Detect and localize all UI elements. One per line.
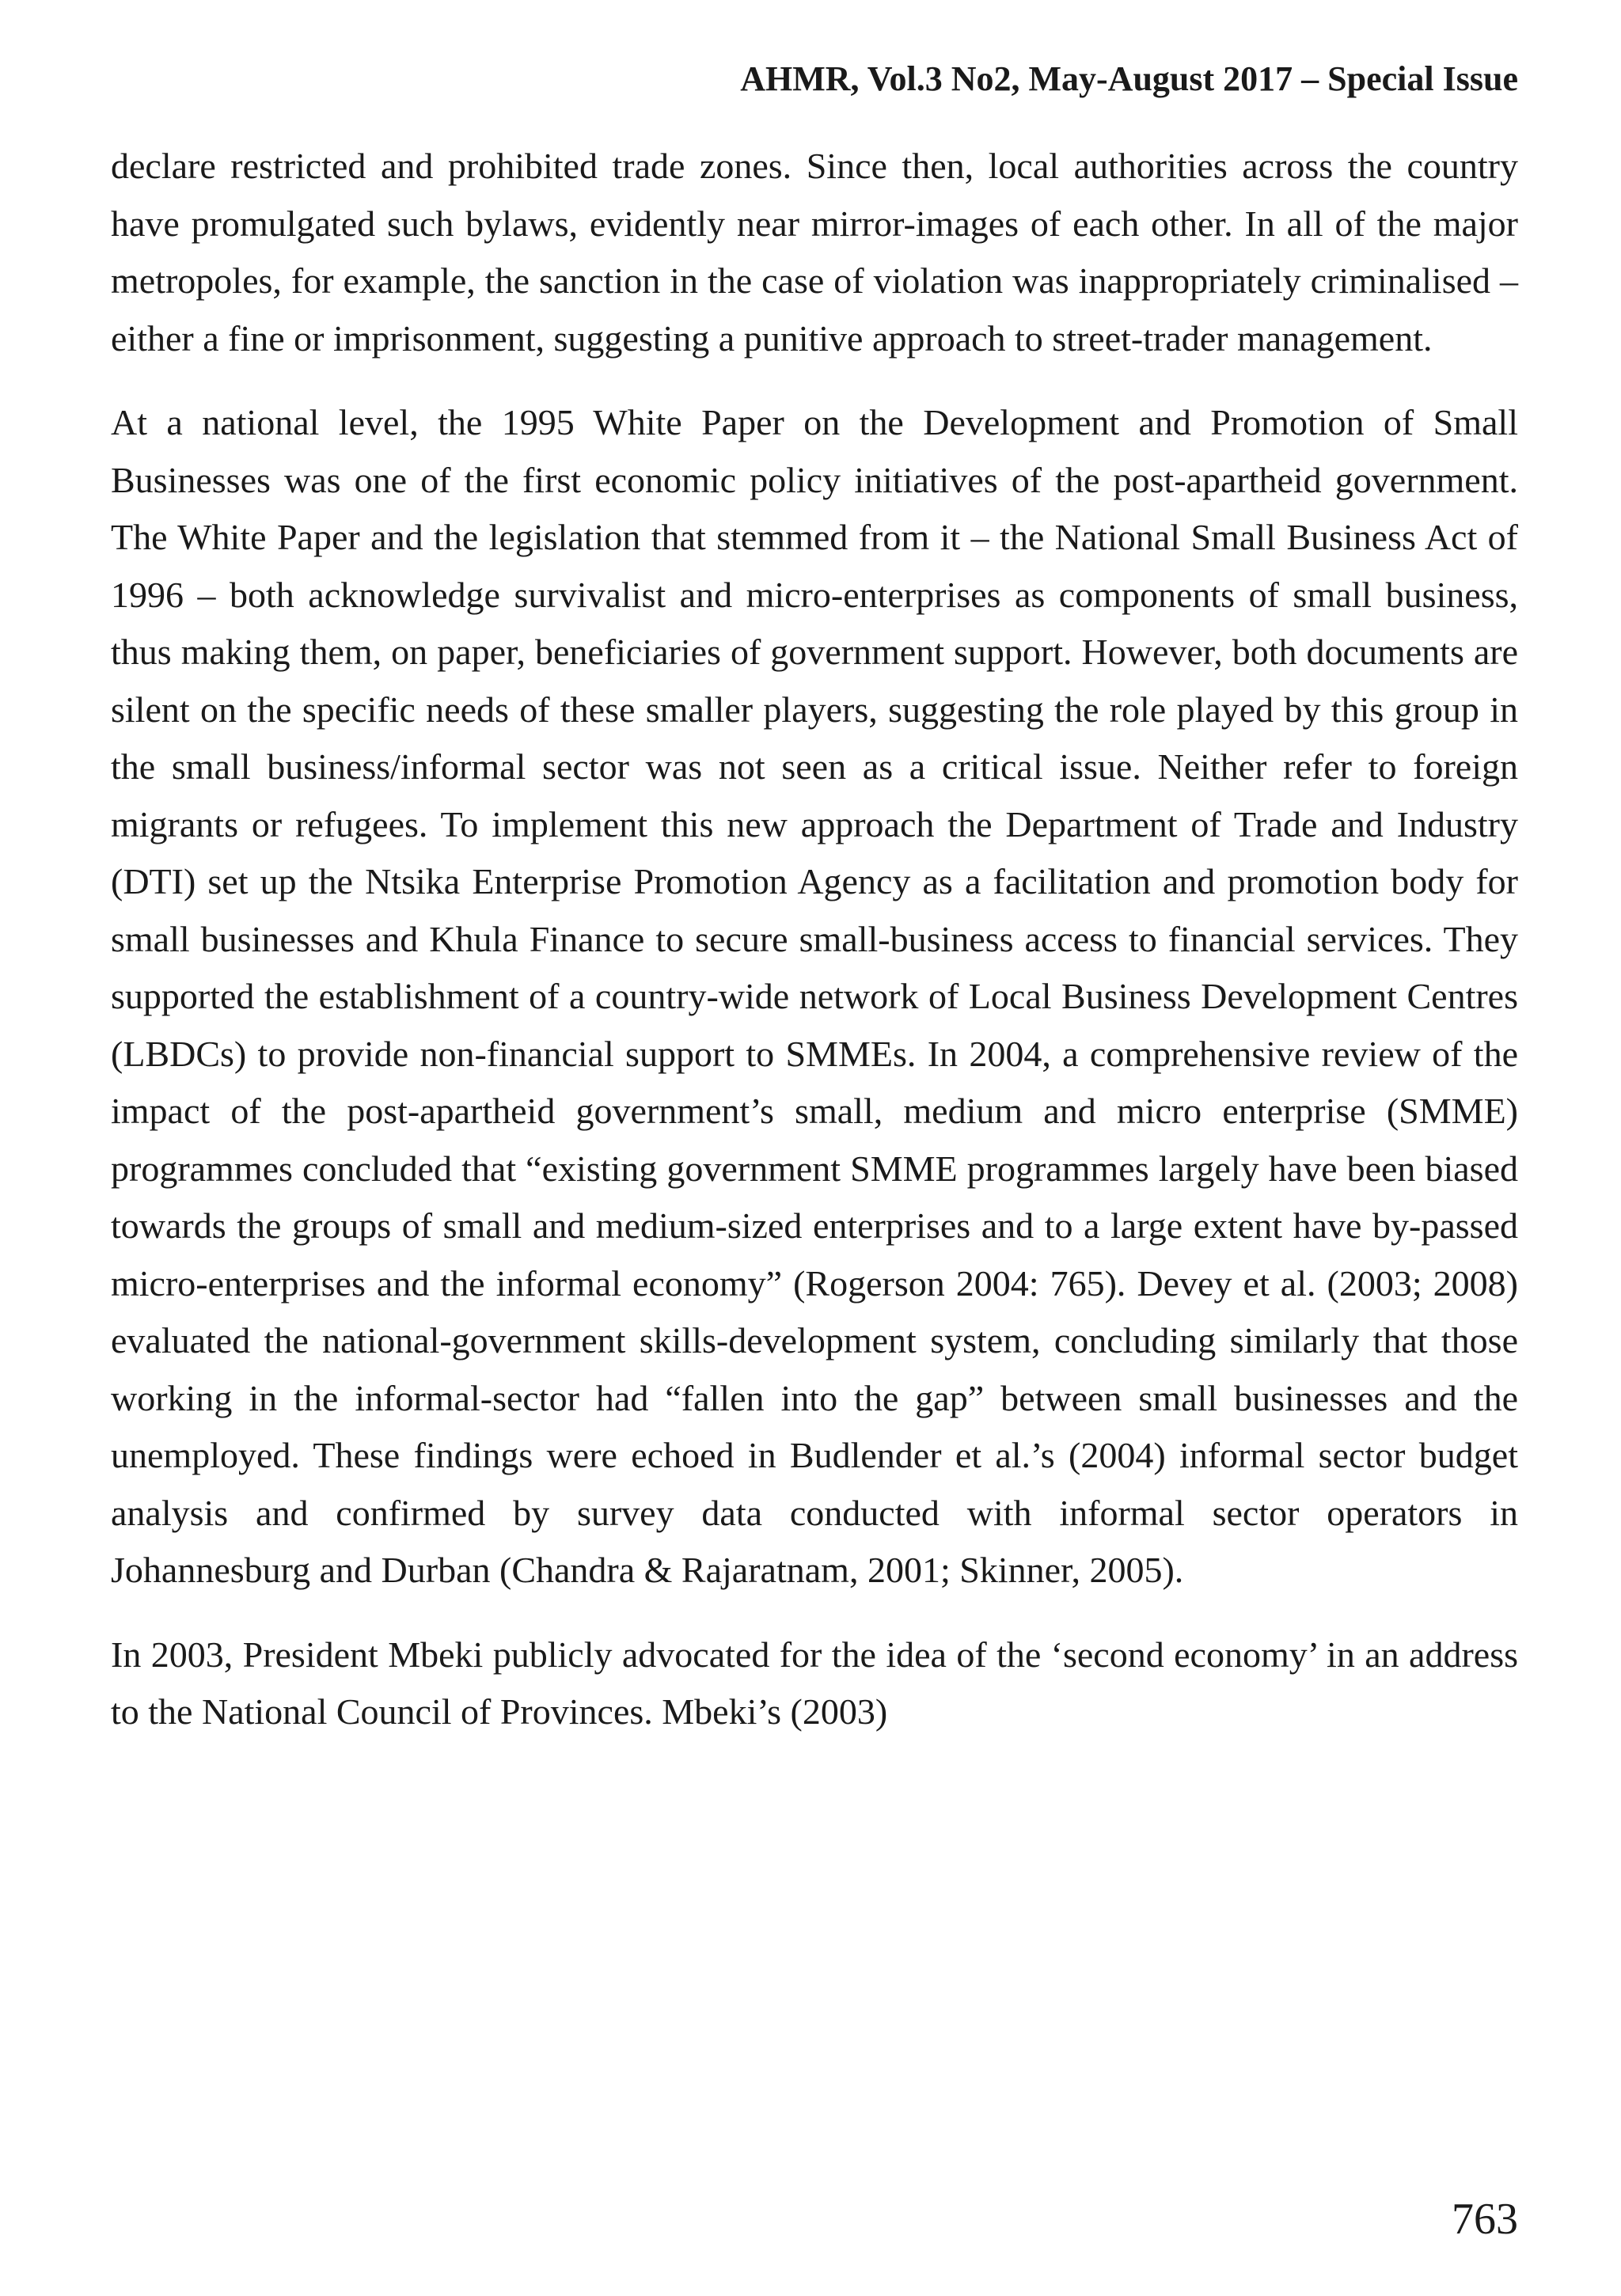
body-text (111, 138, 1518, 1768)
paragraph-second-economy: In 2003, President Mbeki publicly advocated for the idea of the ‘second economy’ in an address to the National Council of Provinces. Mbeki’s (2003) (111, 1634, 1518, 1732)
page-number: 763 (1452, 2195, 1518, 2244)
paragraph-national-level: At a national level, the 1995 White Paper on the Development and Promotion of Small Businesses was one of the first economic policy initiatives of the post-apartheid government. The White Paper and the legislation that stemmed from it – the National Small Business Act of 1996 – both acknowledge survivalist and micro-enterprises as components of small business, thus making them, on paper, beneficiaries of government support. However, both documents are silent on the specific needs of these smaller players, suggesting the role played by this group in the small business/informal sector was not seen as a critical issue. Neither refer to foreign migrants or refugees. To implement this new approach the Department of Trade and Industry (DTI) set up the Ntsika Enterprise Promotion Agency as a facilitation and promotion body for small businesses and Khula Finance to secure small-business access to financial services. They supported the establishment of a country-wide network of Local Business Development Centres (LBDCs) to provide non-financial support to SMMEs. In 2004, a comprehensive review of the impact of the post-apartheid government’s small, medium and micro enterprise (SMME) programmes concluded that “existing government SMME programmes largely have been biased towards the groups of small and medium-sized enterprises and to a large extent have by-passed micro-enterprises and the informal economy” (Rogerson 2004: 765). Devey et al. (2003; 2008) evaluated the national-government skills-development system, concluding similarly that those working in the informal-sector had “fallen into the gap” between small businesses and the unemployed. These findings were echoed in Budlender et al.’s (2004) informal sector budget analysis and confirmed by survey data conducted with informal sector operators in Johannesburg and Durban (Chandra & Rajaratnam, 2001; Skinner, 2005). (111, 402, 1518, 1590)
paragraph-continued: declare restricted and prohibited trade zones. Since then, local authorities across the country have promulgated such bylaws, evidently near mirror-images of each other. In all of the major metropoles, for example, the sanction in the case of violation was inappropriately criminalised – either a fine or imprisonment, suggesting a punitive approach to street-trader management. (111, 146, 1518, 359)
running-header: AHMR, Vol.3 No2, May-August 2017 – Special Issue (740, 59, 1518, 98)
